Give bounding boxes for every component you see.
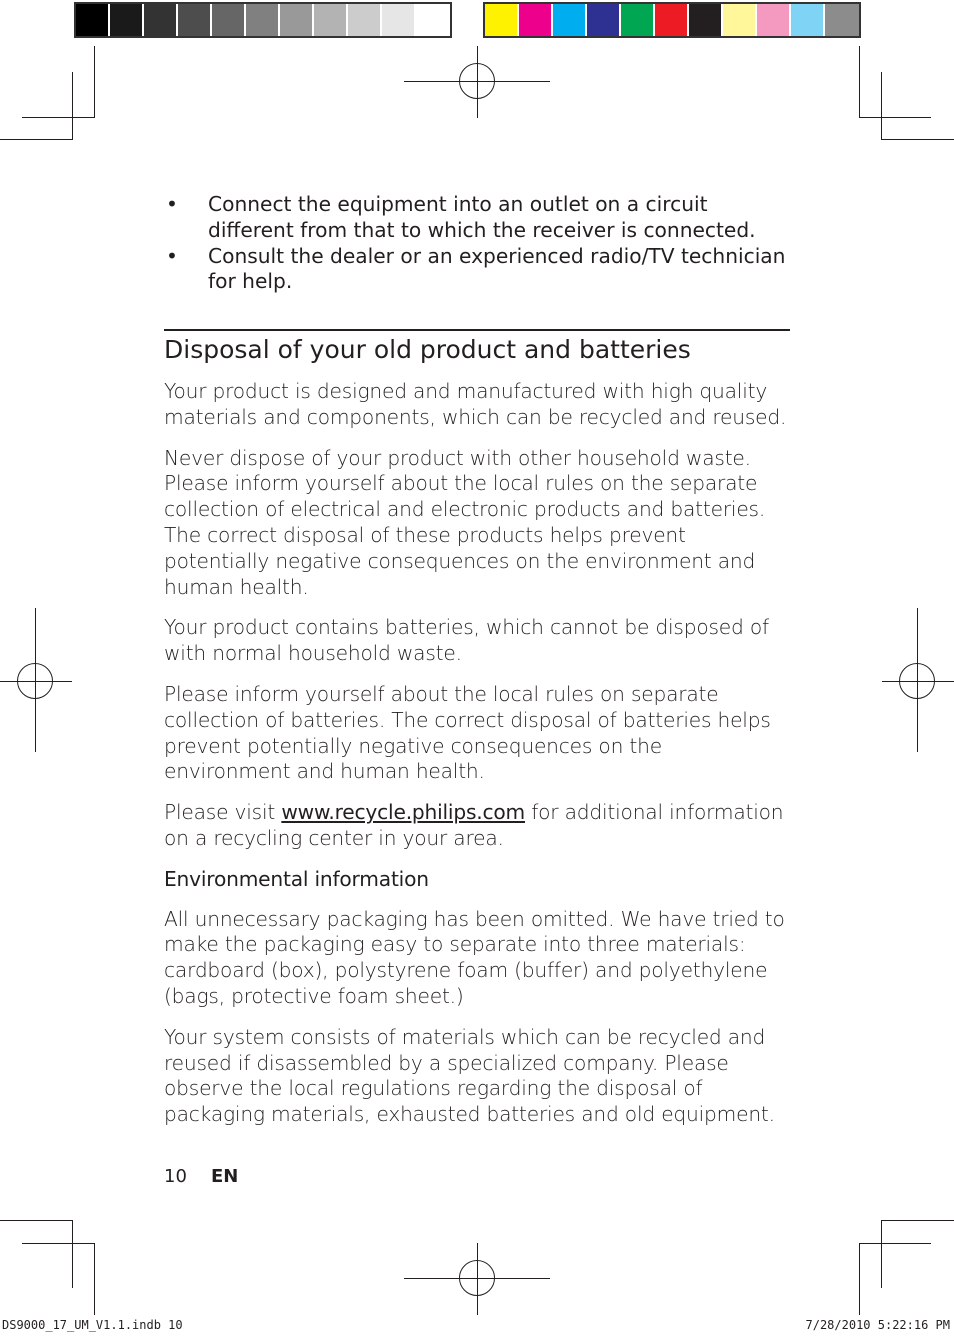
color-swatch xyxy=(689,4,723,36)
registration-circle xyxy=(17,663,53,699)
list-item xyxy=(164,244,790,296)
color-swatch xyxy=(553,4,587,36)
color-swatch xyxy=(757,4,791,36)
list-item xyxy=(164,192,790,244)
crop-mark xyxy=(859,1243,931,1244)
paragraph: Never dispose of your product with other household waste. Please inform yourself about the local rules on the separate collection of electrical and electronic products and batteries. The correct disposal of these products helps prevent potentially negative consequences on the environment and human health. xyxy=(164,445,766,599)
color-swatch xyxy=(621,4,655,36)
crop-mark xyxy=(881,72,882,140)
color-swatch xyxy=(485,4,519,36)
crop-mark xyxy=(94,46,95,118)
crop-mark xyxy=(72,1220,73,1288)
color-swatch xyxy=(655,4,689,36)
crop-mark xyxy=(22,117,94,118)
grayscale-color-bar xyxy=(74,2,452,38)
crop-mark xyxy=(859,117,931,118)
section-divider xyxy=(164,329,790,331)
paragraph-with-link xyxy=(164,800,790,852)
color-swatch xyxy=(110,4,144,36)
slug-timestamp: 7/28/2010 5:22:16 PM xyxy=(805,1318,950,1332)
link-prefix: Please visit xyxy=(164,800,282,825)
color-swatch xyxy=(382,4,416,36)
color-swatch xyxy=(314,4,348,36)
registration-circle xyxy=(459,63,495,99)
color-swatch xyxy=(212,4,246,36)
color-swatch xyxy=(280,4,314,36)
crop-mark xyxy=(0,139,73,140)
color-swatch xyxy=(723,4,757,36)
bullet-symbol: • xyxy=(166,243,178,268)
process-color-bar xyxy=(483,2,861,38)
slug-file: DS9000_17_UM_V1.1.indb 10 xyxy=(2,1318,183,1332)
registration-circle xyxy=(899,663,935,699)
color-swatch xyxy=(246,4,280,36)
bullet-text: Consult the dealer or an experienced radio/TV technician for help. xyxy=(208,243,786,294)
bullet-symbol: • xyxy=(166,192,178,216)
crop-mark xyxy=(859,1243,860,1315)
crop-mark xyxy=(22,1243,94,1244)
crop-mark xyxy=(72,72,73,140)
link-suffix: for additional information on a recycling center in your area. xyxy=(164,800,784,850)
color-swatch xyxy=(76,4,110,36)
crop-mark xyxy=(881,139,954,140)
color-swatch xyxy=(348,4,382,36)
color-swatch xyxy=(825,4,859,36)
section-body xyxy=(164,379,790,1143)
crop-mark xyxy=(0,1220,73,1221)
crop-mark xyxy=(859,46,860,118)
crop-mark xyxy=(94,1243,95,1315)
paragraph: All unnecessary packaging has been omitted. We have tried to make the packaging easy to separate into three materials: cardboard (box), polystyrene foam (buffer) and polyethylene (bags, protective foam sheet.) xyxy=(164,906,785,1008)
color-swatch xyxy=(519,4,553,36)
paragraph: Your system consists of materials which can be recycled and reused if disassembled by a specialized company. Please observe the local regulations regarding the disposal of packaging materials, exhausted batteries and old equipment. xyxy=(164,1024,775,1127)
paragraph: Your product contains batteries, which cannot be disposed of with normal household waste. xyxy=(164,615,769,666)
color-swatch xyxy=(178,4,212,36)
paragraph: Please inform yourself about the local rules on separate collection of batteries. The correct disposal of batteries helps prevent potentially negative consequences on the environment and human health. xyxy=(164,681,771,784)
color-swatch xyxy=(416,4,450,36)
bullet-list xyxy=(164,192,790,295)
section-title: Disposal of your old product and batteries xyxy=(164,335,691,364)
color-swatch xyxy=(587,4,621,36)
color-swatch xyxy=(144,4,178,36)
registration-circle xyxy=(459,1260,495,1296)
crop-mark xyxy=(881,1220,882,1288)
paragraph: Your product is designed and manufactured with high quality materials and components, which can be recycled and reused. xyxy=(164,379,787,429)
crop-mark xyxy=(881,1220,954,1221)
bullet-text: Connect the equipment into an outlet on a circuit different from that to which the receiver is connected. xyxy=(208,192,756,242)
subheading: Environmental information xyxy=(164,866,429,891)
recycle-link[interactable]: www.recycle.philips.com xyxy=(281,800,526,825)
color-swatch xyxy=(791,4,825,36)
language-code: EN xyxy=(211,1166,239,1187)
page-number: 10 xyxy=(164,1166,187,1187)
